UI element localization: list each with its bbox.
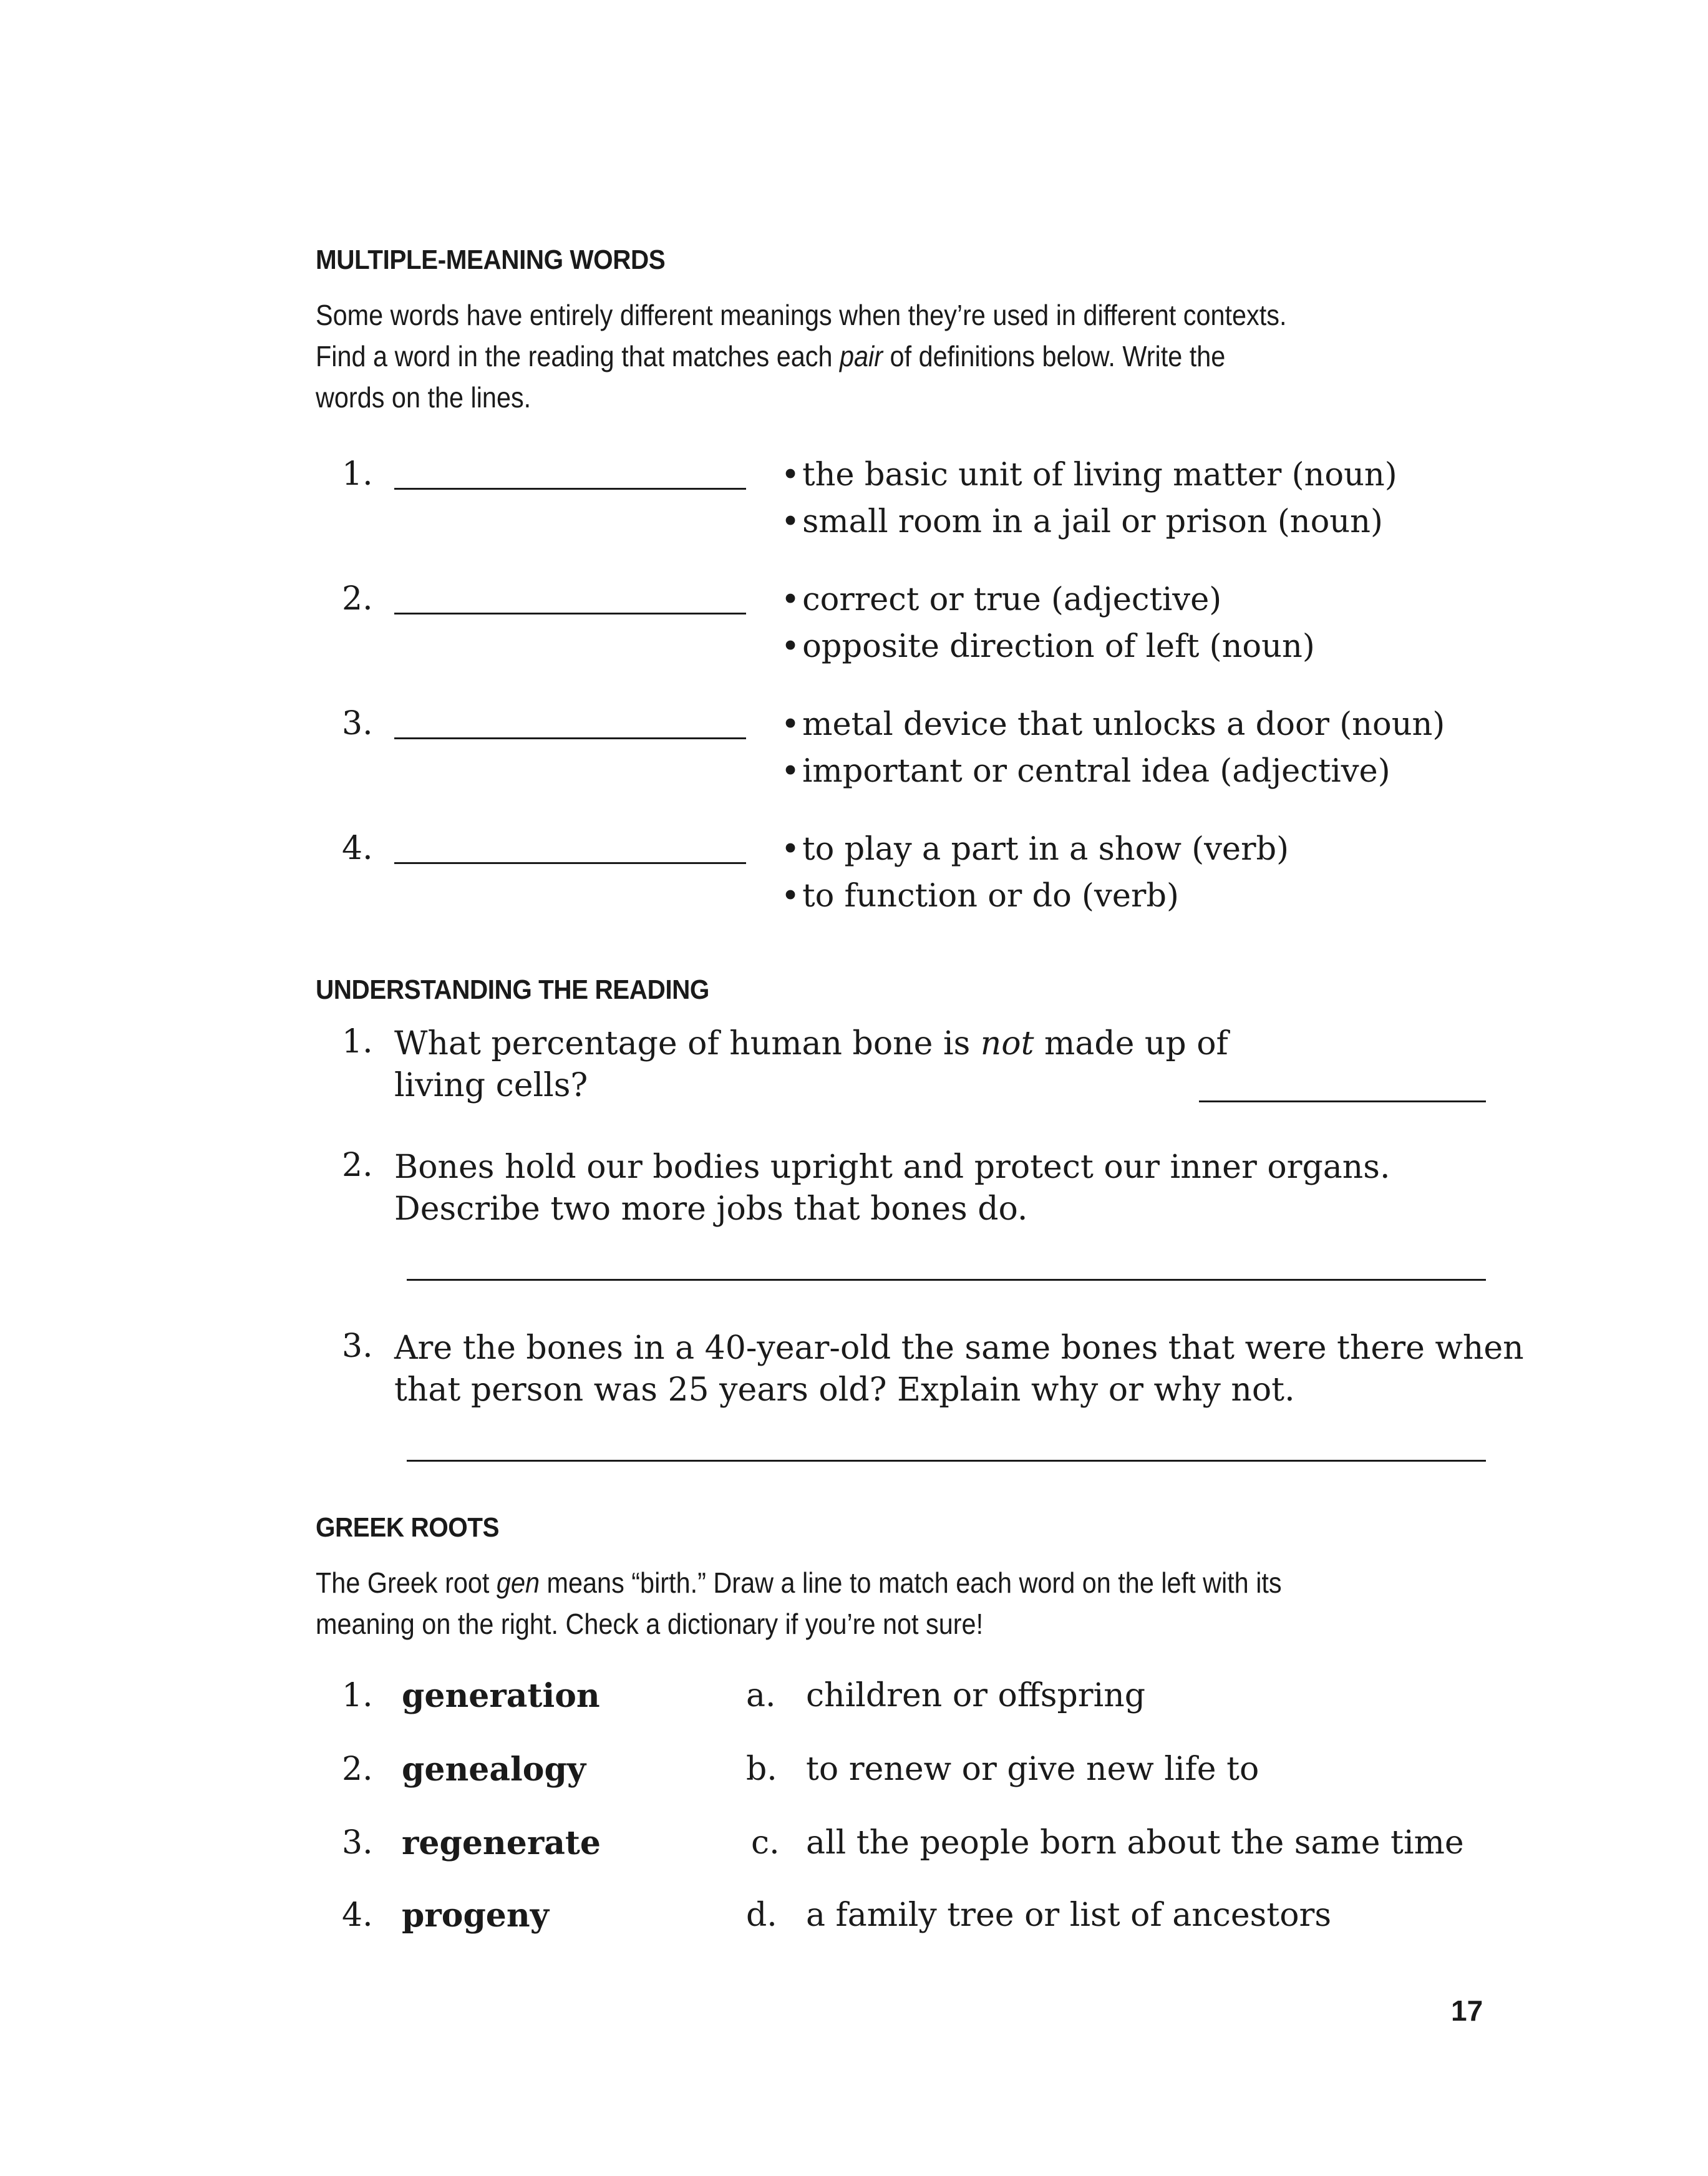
intro-line: meaning on the right. Check a dictionary if you’re not sure! [316,1608,984,1640]
item-number: 2. [342,580,373,618]
answer-line[interactable] [394,862,746,864]
item-number: 4. [342,830,373,867]
definition: •important or central idea (adjective) [781,753,1390,790]
intro-line: Some words have entirely different meanings when they’re used in different contexts. [316,299,1287,331]
answer-line[interactable] [407,1279,1486,1281]
definition-pair [781,701,1445,795]
section-heading-greek-roots: GREEK ROOTS [316,1512,500,1543]
root-word: generation [402,1677,600,1715]
intro-line: Find a word in the reading that matches each pair of definitions below. Write the [316,340,1226,372]
page-number: 17 [1451,1994,1483,2027]
definition: •opposite direction of left (noun) [781,628,1315,665]
meaning-text: all the people born about the same time [806,1824,1464,1862]
meaning-text: to renew or give new life to [806,1751,1259,1788]
question-text: What percentage of human bone is not made up of living cells? [394,1025,1228,1104]
intro-line: words on the lines. [316,381,531,414]
word-number: 2. [342,1751,373,1788]
meaning-text: a family tree or list of ancestors [806,1897,1332,1934]
definition-pair [781,452,1397,545]
word-number: 4. [342,1897,373,1934]
definition: •correct or true (adjective) [781,581,1222,618]
definition: •metal device that unlocks a door (noun) [781,706,1445,743]
word-number: 1. [342,1677,373,1714]
question-text: Bones hold our bodies upright and protect our inner organs. Describe two more jobs that bones do. [394,1149,1390,1228]
answer-line[interactable] [1199,1100,1486,1102]
answer-line[interactable] [394,737,746,739]
item-number: 3. [342,705,373,742]
section-heading-understanding: UNDERSTANDING THE READING [316,974,709,1005]
root-word: regenerate [402,1824,601,1862]
section-intro-multiple-meaning [316,294,1382,418]
word-number: 3. [342,1824,373,1862]
section-heading-multiple-meaning: MULTIPLE-MEANING WORDS [316,245,666,275]
answer-line[interactable] [394,613,746,614]
root-word: genealogy [402,1751,586,1789]
definition: •to function or do (verb) [781,878,1179,915]
definition: •small room in a jail or prison (noun) [781,503,1383,540]
meaning-letter: c. [751,1824,780,1862]
answer-line[interactable] [394,488,746,490]
root-word: progeny [402,1897,549,1935]
question-number: 1. [342,1023,373,1061]
meaning-letter: d. [746,1897,777,1934]
definition-pair [781,576,1315,670]
question-text: Are the bones in a 40-year-old the same bones that were there when that person was 25 years old? Explain why or why not. [394,1329,1524,1409]
question-number: 3. [342,1328,373,1365]
intro-line: The Greek root gen means “birth.” Draw a line to match each word on the left with its [316,1566,1282,1599]
item-number: 1. [342,455,373,493]
answer-line[interactable] [407,1460,1486,1462]
section-intro-greek-roots [316,1562,1382,1644]
meaning-letter: a. [746,1677,776,1714]
definition-pair [781,826,1289,920]
definition: •the basic unit of living matter (noun) [781,457,1397,493]
meaning-letter: b. [746,1751,777,1788]
meaning-text: children or offspring [806,1677,1145,1714]
question-number: 2. [342,1147,373,1184]
definition: •to play a part in a show (verb) [781,831,1289,868]
